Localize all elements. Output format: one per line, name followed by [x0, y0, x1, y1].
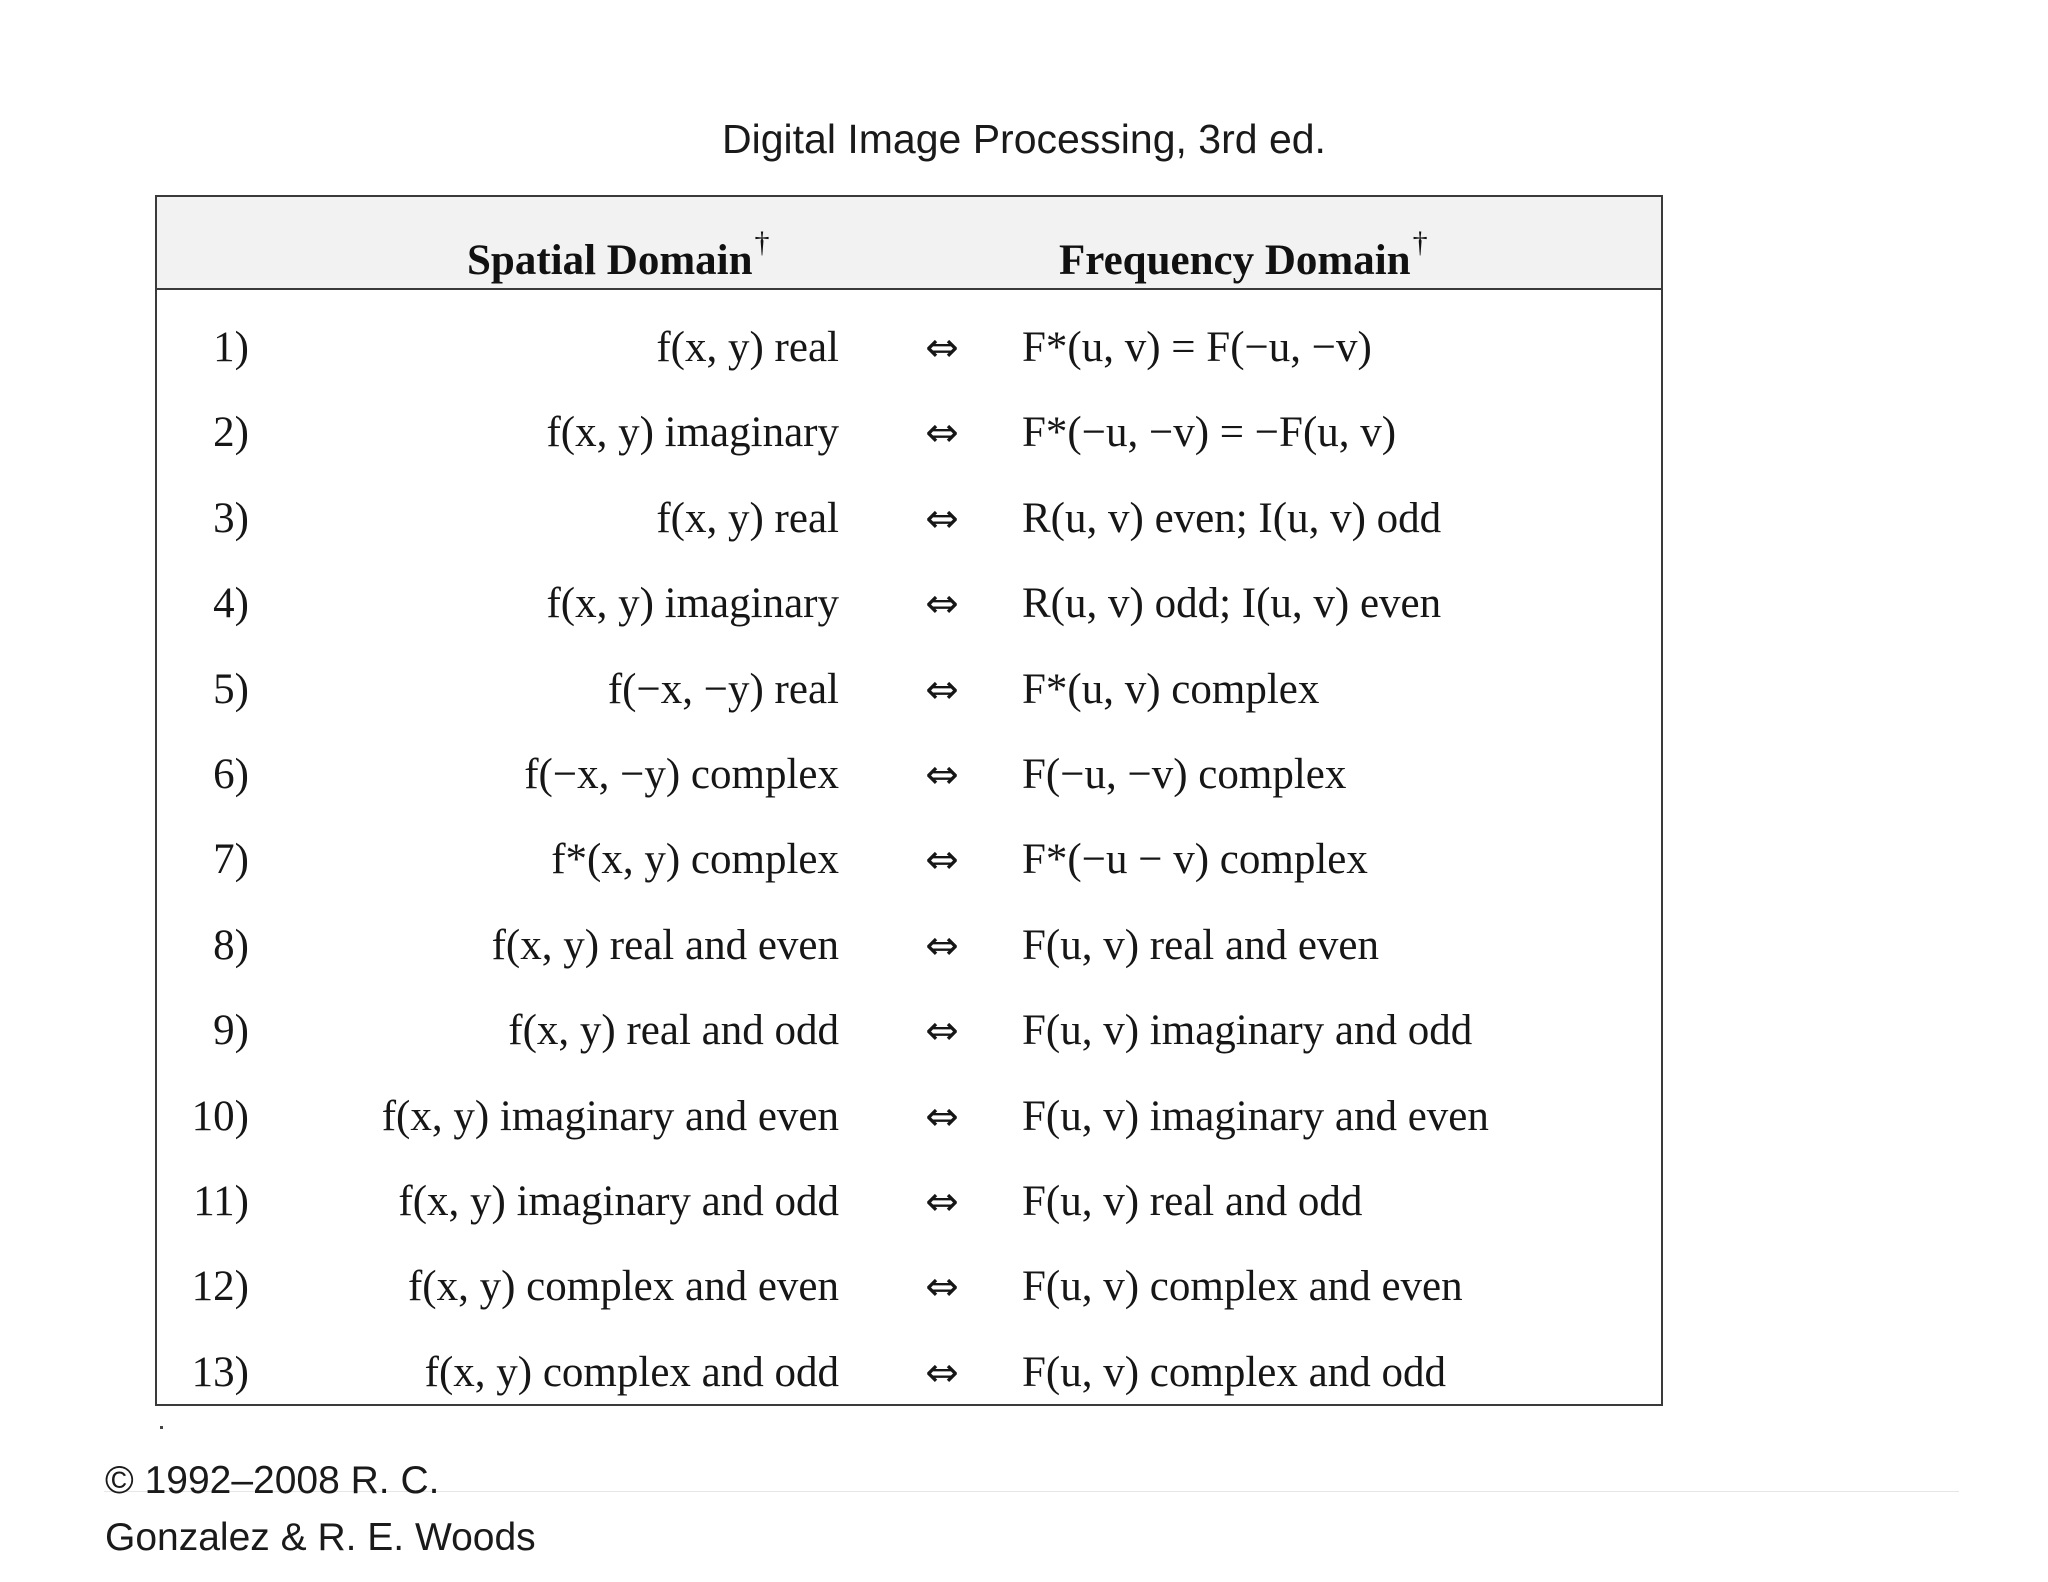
row-number: 12) — [191, 1263, 249, 1311]
spatial-expression: f(−x, −y) real — [607, 665, 839, 713]
equivalence-arrow-icon: ⇔ — [925, 325, 959, 371]
spatial-expression: f(x, y) complex and even — [407, 1263, 839, 1311]
table-row — [157, 1249, 1661, 1334]
spatial-expression: f(x, y) imaginary — [546, 580, 839, 628]
equivalence-arrow-icon: ⇔ — [925, 1008, 959, 1055]
equivalence-arrow-icon: ⇔ — [925, 581, 959, 628]
frequency-expression: F*(u, v) complex — [1022, 665, 1320, 713]
table-row — [157, 566, 1661, 651]
row-number: 10) — [191, 1092, 249, 1140]
table-row — [157, 1164, 1661, 1249]
table-row — [157, 822, 1661, 907]
spatial-expression: f(x, y) real — [656, 324, 839, 371]
header-frequency-domain — [1059, 217, 1428, 287]
frequency-expression: F(u, v) imaginary and odd — [1022, 1007, 1473, 1055]
row-number: 8) — [213, 921, 249, 969]
spatial-expression: f(x, y) imaginary — [546, 409, 839, 457]
header-frequency-label: Frequency Domain — [1059, 237, 1411, 284]
frequency-expression: F(u, v) imaginary and even — [1022, 1092, 1489, 1140]
table-row — [157, 1079, 1661, 1164]
spatial-expression: f(x, y) complex and odd — [424, 1348, 839, 1396]
dagger-footnote-mark: † — [1412, 226, 1428, 259]
table-row — [157, 652, 1661, 737]
row-number: 9) — [213, 1007, 249, 1055]
dagger-footnote-mark: † — [754, 226, 770, 259]
spatial-expression: f(x, y) real and odd — [508, 1007, 839, 1055]
spatial-expression: f(−x, −y) complex — [524, 750, 839, 798]
copyright-footer — [105, 1452, 536, 1566]
row-number: 5) — [213, 665, 249, 713]
spatial-expression: f(x, y) imaginary and even — [381, 1092, 839, 1140]
slide-title: Digital Image Processing, 3rd ed. — [722, 116, 1326, 162]
frequency-expression: F*(−u, −v) = −F(u, v) — [1022, 409, 1397, 457]
row-number: 11) — [193, 1177, 249, 1225]
equivalence-arrow-icon: ⇔ — [925, 1264, 959, 1311]
table-row — [157, 1335, 1661, 1420]
table-row — [157, 908, 1661, 993]
header-spatial-domain — [467, 217, 770, 287]
frequency-expression: R(u, v) odd; I(u, v) even — [1022, 580, 1442, 628]
frequency-expression: F*(u, v) = F(−u, −v) — [1022, 324, 1372, 371]
row-number: 3) — [213, 494, 249, 542]
table-row — [157, 395, 1661, 480]
spatial-expression: f(x, y) real and even — [491, 921, 839, 969]
equivalence-arrow-icon: ⇔ — [925, 922, 959, 969]
frequency-expression: F(−u, −v) complex — [1022, 750, 1347, 798]
frequency-expression: R(u, v) even; I(u, v) odd — [1022, 494, 1442, 542]
frequency-expression: F(u, v) real and odd — [1022, 1177, 1363, 1225]
spatial-expression: f(x, y) imaginary and odd — [398, 1177, 839, 1225]
table-header — [157, 197, 1661, 290]
equivalence-arrow-icon: ⇔ — [925, 410, 959, 457]
equivalence-arrow-icon: ⇔ — [925, 837, 959, 884]
table-row — [157, 310, 1661, 395]
spatial-expression: f(x, y) real — [656, 494, 839, 542]
equivalence-arrow-icon: ⇔ — [925, 1093, 959, 1140]
equivalence-arrow-icon: ⇔ — [925, 1178, 959, 1225]
equivalence-arrow-icon: ⇔ — [925, 495, 959, 542]
frequency-expression: F*(−u − v) complex — [1022, 836, 1368, 884]
frequency-expression: F(u, v) real and even — [1022, 921, 1379, 969]
row-number: 1) — [213, 324, 249, 371]
equivalence-arrow-icon: ⇔ — [925, 751, 959, 798]
row-number: 6) — [213, 750, 249, 798]
spatial-expression: f*(x, y) complex — [551, 836, 839, 884]
row-number: 2) — [213, 409, 249, 457]
copyright-line-1: © 1992–2008 R. C. — [105, 1459, 440, 1502]
header-spatial-label: Spatial Domain — [467, 237, 753, 284]
equivalence-arrow-icon: ⇔ — [925, 666, 959, 713]
table-row — [157, 481, 1661, 566]
row-number: 13) — [191, 1348, 249, 1396]
table-row — [157, 737, 1661, 822]
table-body — [157, 310, 1661, 1420]
frequency-expression: F(u, v) complex and even — [1022, 1263, 1463, 1311]
equivalence-arrow-icon: ⇔ — [925, 1349, 959, 1396]
row-number: 7) — [213, 836, 249, 884]
properties-table — [155, 195, 1663, 1406]
copyright-line-2: Gonzalez & R. E. Woods — [105, 1516, 536, 1559]
stray-dot — [160, 1426, 163, 1429]
row-number: 4) — [213, 580, 249, 628]
table-row — [157, 993, 1661, 1078]
frequency-expression: F(u, v) complex and odd — [1022, 1348, 1446, 1396]
